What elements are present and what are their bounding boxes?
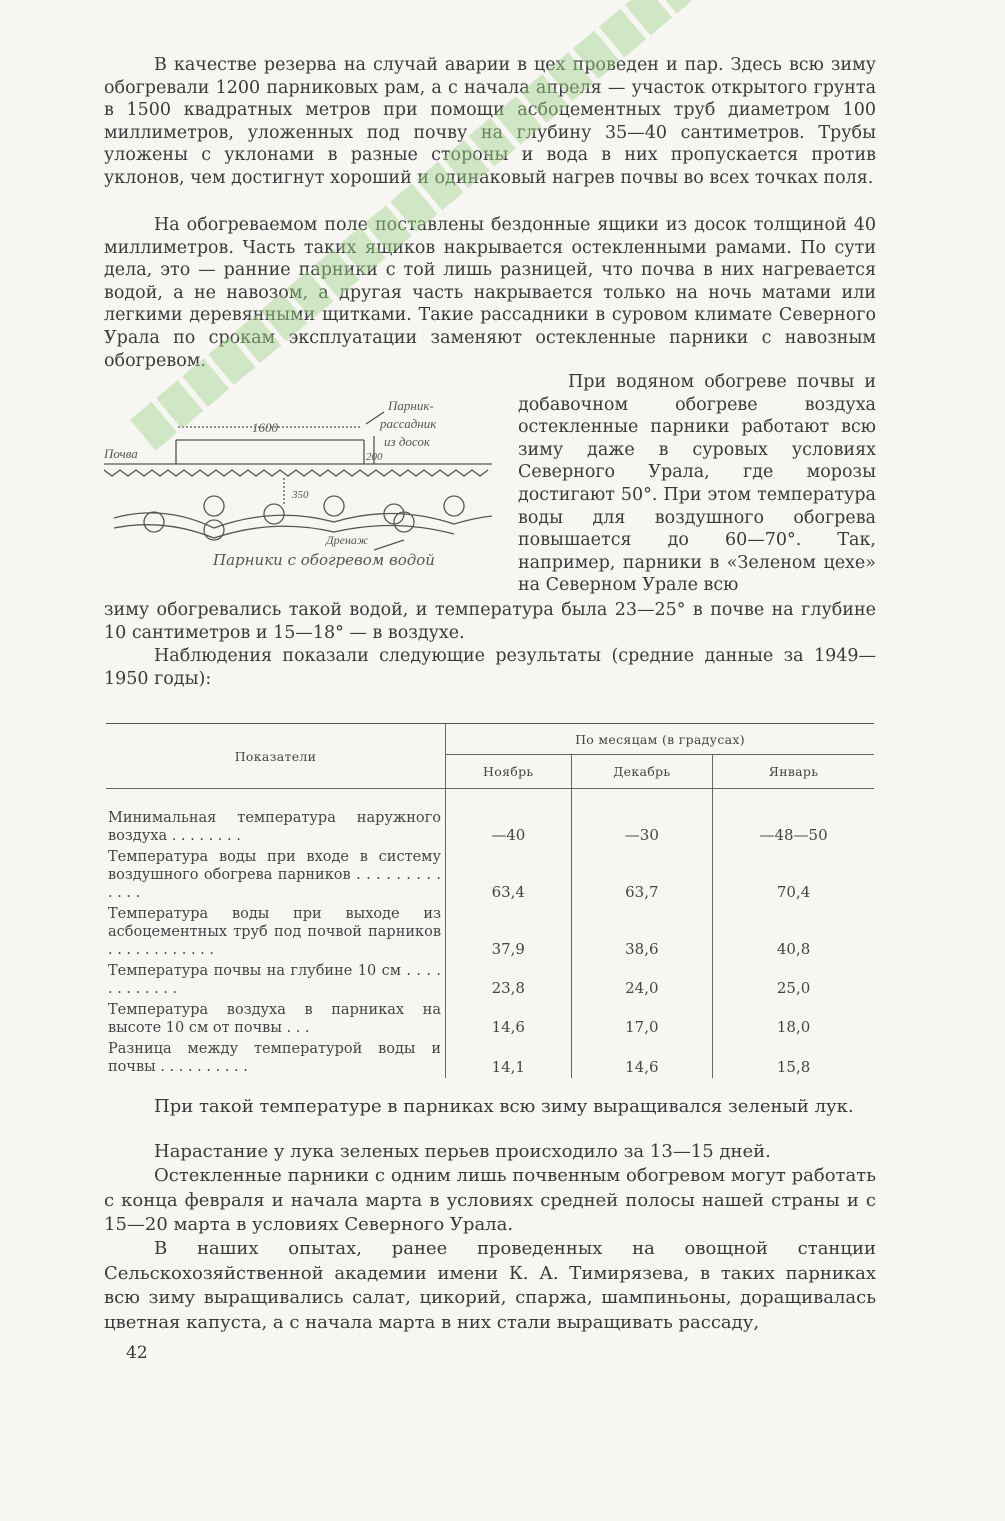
cell-value: —40 (491, 826, 526, 844)
table-row (106, 1037, 874, 1078)
cell-value: 17,0 (571, 998, 713, 1037)
table-row (106, 845, 874, 902)
page-number: 42 (126, 1343, 148, 1363)
cell-value: 37,9 (491, 940, 525, 958)
cell-value: 40,8 (776, 940, 811, 958)
cell-value: 25,0 (776, 979, 811, 997)
table-row (106, 959, 874, 998)
label-drain: Дренаж (326, 533, 369, 547)
table-row (106, 789, 874, 846)
cell-value: 15,8 (776, 1058, 811, 1076)
header-indicators: Показатели (106, 724, 446, 789)
cell-value: 18,0 (776, 1018, 811, 1036)
cell-value: 23,8 (491, 979, 525, 997)
cell-value: —48—50 (759, 826, 828, 844)
paragraph-green-onion: При такой температуре в парниках всю зиму выращивался зеленый лук. (154, 1096, 854, 1117)
cell-value: 38,6 (571, 902, 713, 959)
label-height: 200 (366, 451, 383, 463)
hotbed-diagram (104, 394, 504, 554)
table-row (106, 998, 874, 1037)
cell-value: 24,0 (571, 959, 713, 998)
cell-value: —30 (571, 789, 713, 846)
observations-table (106, 723, 874, 1078)
cell-value: 14,6 (491, 1018, 525, 1036)
cell-value: 63,7 (571, 845, 713, 902)
paragraph-observations: Наблюдения показали следующие результаты (средние данные за 1949—1950 годы): (104, 646, 876, 689)
label-depth: 350 (292, 489, 309, 501)
cell-value: 14,1 (491, 1058, 525, 1076)
cell-value: 14,6 (571, 1037, 713, 1078)
header-month-january: Январь (713, 755, 874, 789)
row-label: Температура почвы на глубине 10 см . . . . . . . . . . . . (106, 959, 446, 998)
header-month-december: Декабрь (571, 755, 713, 789)
figure-caption: Парники с обогревом водой (213, 551, 435, 569)
cell-value: 63,4 (491, 883, 525, 901)
paragraph-water-heating: При водяном обогреве почвы и добавочном обогреве воздуха остекленные парники работают всю зиму даже в суровых условиях Северного Урала, где морозы достигают 50°. При этом температура воды для воздушного обогрева повышается до 60—70°. Так, например, парники в «Зеленом цехе» на Северном Урале всю (518, 372, 876, 596)
paragraph-onion-growth: Нарастание у лука зеленых перьев происходило за 13—15 дней. (154, 1141, 771, 1162)
header-month-november: Ноябрь (446, 755, 572, 789)
row-label: Температура воды при входе в систему воздушного обогрева парников . . . . . . . . . . . . . (106, 845, 446, 902)
label-width: 1600 (252, 420, 278, 435)
paragraph-winter-heating: зиму обогревались такой водой, и температура была 23—25° в почве на глубине 10 сантиметров и 15—18° — в воздухе. (104, 600, 876, 643)
label-soil: Почва (104, 446, 138, 461)
label-box-3: из досок (384, 434, 430, 449)
row-label: Температура воды при выходе из асбоцементных труб под почвой парников . . . . . . . . . . . . (106, 902, 446, 959)
figure-water-heated-hotbeds (104, 394, 504, 574)
label-box-2: рассадник (380, 416, 437, 431)
table-row (106, 902, 874, 959)
row-label: Температура воздуха в парниках на высоте 10 см от почвы . . . (106, 998, 446, 1037)
label-box-1: Парник- (388, 398, 434, 413)
paragraph-reserve-steam: В качестве резерва на случай аварии в цех проведен и пар. Здесь всю зиму обогревали 1200 парниковых рам, а с начала апреля — участок открытого грунта в 1500 квадратных метров при помощи асбоцементных труб диаметром 100 миллиметров, уложенных под почву на глубину 35—40 сантиметров. Трубы уложены с уклонами в разные стороны и вода в них пропускается против уклонов, чем достигнут хороший и одинаковый нагрев почвы во всех точках поля. (104, 55, 876, 188)
row-label: Разница между температурой воды и почвы . . . . . . . . . . (106, 1037, 446, 1078)
cell-value: 70,4 (776, 883, 811, 901)
paragraph-bottomless-boxes: На обогреваемом поле поставлены бездонные ящики из досок толщиной 40 миллиметров. Часть таких ящиков накрывается остекленными рамами. По сути дела, это — ранние парники с той лишь разницей, что почва в них нагревается водой, а не навозом, а другая часть накрывается только на ночь матами или легкими деревянными щитками. Такие рассадники в суровом климате Северного Урала по срокам эксплуатации заменяют остекленные парники с навозным обогревом. (104, 215, 876, 371)
paragraph-soil-heating: Остекленные парники с одним лишь почвенным обогревом могут работать с конца февраля и начала марта в условиях средней полосы нашей страны и с 15—20 марта в условиях Северного Урала. (104, 1165, 876, 1235)
paragraph-timiryazev-experiments: В наших опытах, ранее проведенных на овощной станции Сельскохозяйственной академии имени К. А. Тимирязева, в таких парниках всю зиму выращивались салат, цикорий, спаржа, шампиньоны, доращивалась цветная капуста, а с начала марта в них стали выращивать рассаду, (104, 1238, 876, 1333)
row-label: Минимальная температура наружного воздуха . . . . . . . . (106, 789, 446, 846)
header-by-month: По месяцам (в градусах) (446, 724, 875, 755)
